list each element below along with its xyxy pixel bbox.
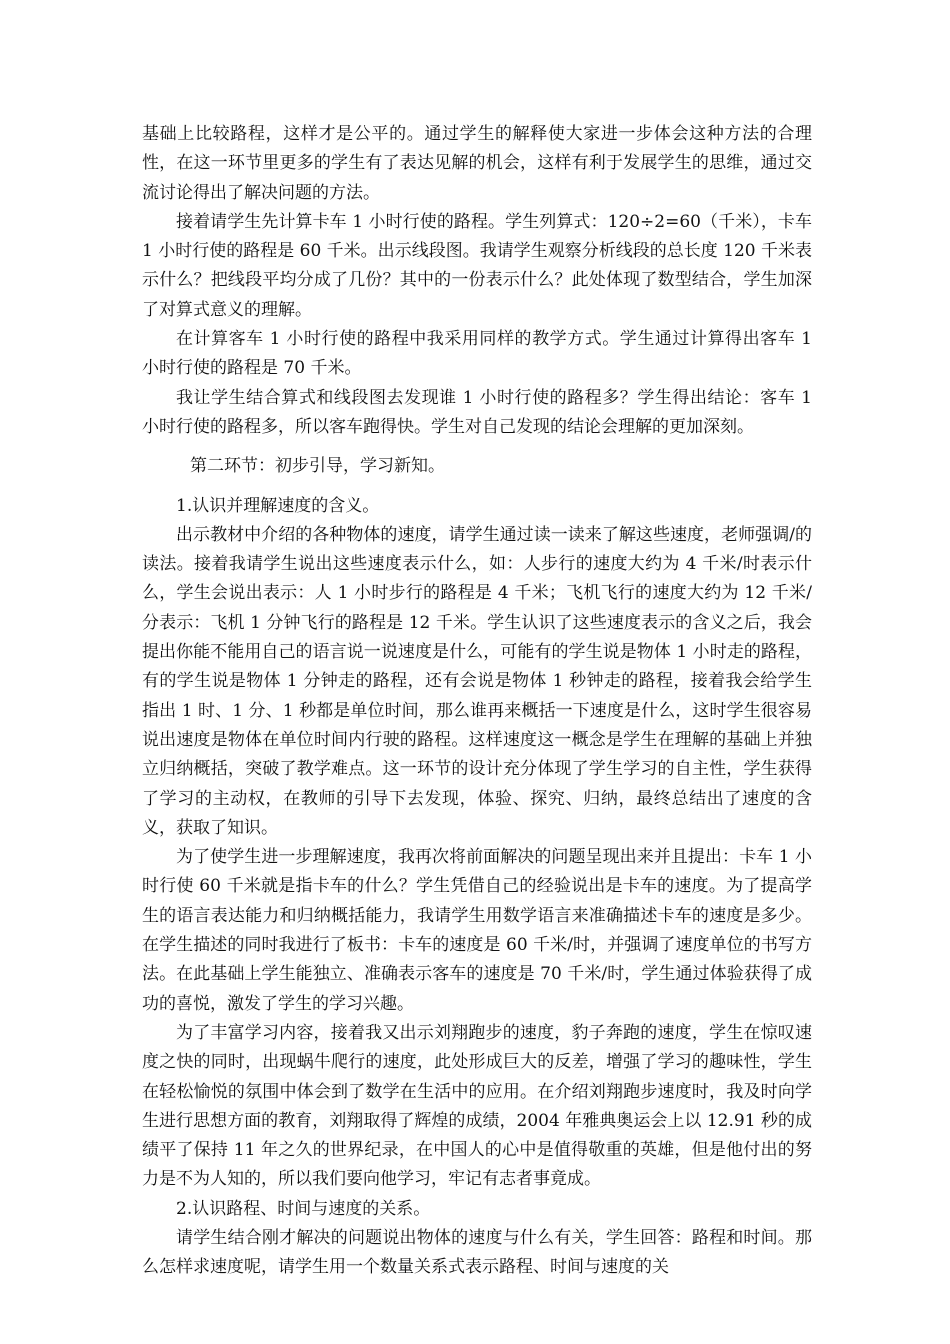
- section-heading: 第二环节：初步引导，学习新知。: [190, 456, 445, 477]
- paragraph: 为了使学生进一步理解速度，我再次将前面解决的问题呈现出来并且提出：卡车 1 小时行使 60 千米就是指卡车的什么？学生凭借自己的经验说出是卡车的速度。为了提高学生的语言表达能力和归纳概括能力，我请学生用数学语言来准确描述卡车的速度是多少。在学生描述的同时我进行了板书：卡车的速度是 60 千米/时，并强调了速度单位的书写方法。在此基础上学生能独立、准确表示客车的速度是 70 千米/时，学生通过体验获得了成功的喜悦，激发了学生的学习兴趣。: [142, 847, 812, 1014]
- document-body: [142, 120, 812, 1283]
- sub-heading: 2.认识路程、时间与速度的关系。: [176, 1198, 431, 1219]
- paragraph: 为了丰富学习内容，接着我又出示刘翔跑步的速度，豹子奔跑的速度，学生在惊叹速度之快的同时，出现蜗牛爬行的速度，此处形成巨大的反差，增强了学习的趣味性，学生在轻松愉悦的氛围中体会到了数学在生活中的应用。在介绍刘翔跑步速度时，我及时向学生进行思想方面的教育，刘翔取得了辉煌的成绩，2004 年雅典奥运会上以 12.91 秒的成绩平了保持 11 年之久的世界纪录，在中国人的心中是值得敬重的英雄，但是他付出的努力是不为人知的，所以我们要向他学习，牢记有志者事竟成。: [142, 1022, 812, 1190]
- paragraph: 接着请学生先计算卡车 1 小时行使的路程。学生列算式：120÷2=60（千米），卡车 1 小时行使的路程是 60 千米。出示线段图。我请学生观察分析线段的总长度 120 千米表示什么？把线段平均分成了几份？其中的一份表示什么？此处体现了数型结合，学生加深了对算式意义的理解。: [142, 211, 812, 320]
- paragraph: 基础上比较路程，这样才是公平的。通过学生的解释使大家进一步体会这种方法的合理性，在这一环节里更多的学生有了表达见解的机会，这样有利于发展学生的思维，通过交流讨论得出了解决问题的方法。: [142, 124, 812, 203]
- paragraph: 我让学生结合算式和线段图去发现谁 1 小时行使的路程多？学生得出结论：客车 1 小时行使的路程多，所以客车跑得快。学生对自己发现的结论会理解的更加深刻。: [142, 387, 812, 437]
- sub-heading: 1.认识并理解速度的含义。: [176, 495, 380, 516]
- paragraph: 出示教材中介绍的各种物体的速度，请学生通过读一读来了解这些速度，老师强调/的读法。接着我请学生说出这些速度表示什么，如：人步行的速度大约为 4 千米/时表示什么，学生会说出表示：人 1 小时步行的路程是 4 千米；飞机飞行的速度大约为 12 千米/分表示：飞机 1 分钟飞行的路程是 12 千米。学生认识了这些速度表示的含义之后，我会提出你能不能用自己的语言说一说速度是什么，可能有的学生说是物体 1 小时走的路程，有的学生说是物体 1 分钟走的路程，还有会说是物体 1 秒钟走的路程，接着我会给学生指出 1 时、1 分、1 秒都是单位时间，那么谁再来概括一下速度是什么，这时学生很容易说出速度是物体在单位时间内行驶的路程。这样速度这一概念是学生在理解的基础上并独立归纳概括，突破了教学难点。这一环节的设计充分体现了学生学习的自主性，学生获得了学习的主动权，在教师的引导下去发现，体验、探究、归纳，最终总结出了速度的含义，获取了知识。: [142, 524, 812, 838]
- paragraph: 请学生结合刚才解决的问题说出物体的速度与什么有关，学生回答：路程和时间。那么怎样求速度呢，请学生用一个数量关系式表示路程、时间与速度的关: [142, 1227, 812, 1278]
- paragraph: 在计算客车 1 小时行使的路程中我采用同样的教学方式。学生通过计算得出客车 1 小时行使的路程是 70 千米。: [142, 329, 812, 379]
